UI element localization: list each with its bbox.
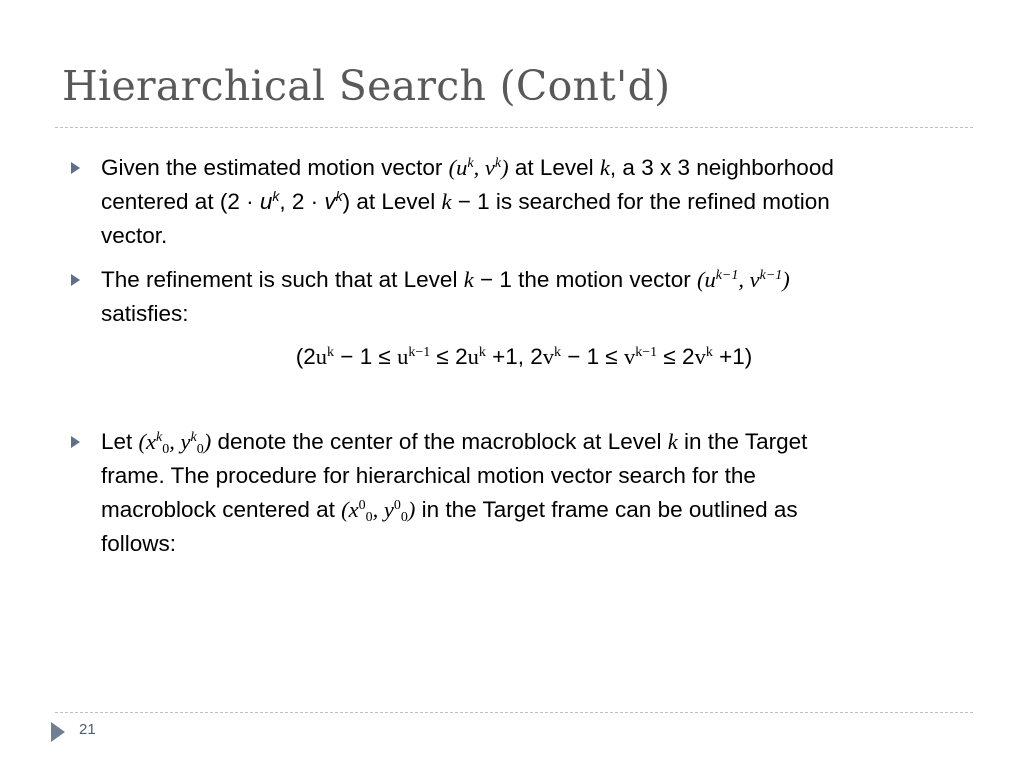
superscript: k (190, 430, 197, 446)
superscript: 0 (393, 498, 401, 514)
bullet-line: vector. (101, 223, 168, 248)
page-number: 21 (79, 721, 96, 738)
text-run: , a 3 x 3 neighborhood (609, 155, 834, 180)
text-run: − 1 the motion vector (473, 267, 697, 292)
text-run: The refinement is such that at Level (101, 267, 464, 292)
bullet-line (101, 151, 976, 185)
math-run: (u (696, 267, 716, 292)
formula-var: v (624, 344, 636, 369)
math-run: ) (407, 497, 416, 522)
footer-divider (55, 712, 973, 713)
math-run: (x (341, 497, 359, 522)
bullet-line (101, 185, 976, 219)
math-run: k (599, 155, 610, 180)
subscript: 0 (400, 509, 408, 525)
title-divider (55, 127, 973, 128)
text-run: Given the estimated motion vector (101, 155, 449, 180)
text-run: ) at Level (342, 189, 442, 214)
text-run: centered at (2 (101, 189, 247, 214)
formula-run: ≤ 2 (430, 344, 468, 369)
bullet-arrow-icon (71, 436, 80, 448)
formula-var: u (397, 344, 409, 369)
bullet-line (101, 263, 976, 297)
formula-run: − 1 ≤ (334, 344, 398, 369)
superscript: k (705, 345, 713, 361)
text-run: Let (101, 429, 139, 454)
math-run: , v (738, 267, 760, 292)
superscript: k (554, 345, 562, 361)
math-run: (u (448, 155, 468, 180)
superscript: k−1 (408, 345, 431, 361)
formula-var: u (467, 344, 479, 369)
superscript: k (478, 345, 486, 361)
refinement-formula (0, 340, 1024, 374)
superscript: k (494, 156, 502, 172)
superscript: k−1 (635, 345, 658, 361)
superscript: k−1 (759, 268, 783, 284)
text-run: − 1 is searched for the refined motion (451, 189, 830, 214)
bullet-macroblock-center (101, 425, 976, 561)
subscript: 0 (365, 509, 373, 525)
bullet-arrow-icon (71, 162, 80, 174)
subscript: 0 (196, 441, 204, 457)
math-run: k (463, 267, 474, 292)
bullet-arrow-icon (71, 274, 80, 286)
bullet-refinement (101, 263, 976, 331)
math-run: ) (203, 429, 212, 454)
superscript: k (272, 188, 280, 205)
superscript: 0 (358, 498, 366, 514)
text-run: at Level (508, 155, 600, 180)
bullet-line: satisfies: (101, 301, 189, 326)
slide-title: Hierarchical Search (Cont'd) (62, 62, 671, 110)
text-run: macroblock centered at (101, 497, 342, 522)
text-run: in the Target frame can be outlined as (415, 497, 798, 522)
bullet-estimated-motion-vector (101, 151, 976, 253)
bullet-line: frame. The procedure for hierarchical motion vector search for the (101, 463, 756, 488)
bullet-line: follows: (101, 531, 177, 556)
formula-var: v (694, 344, 706, 369)
math-run: , y (372, 497, 394, 522)
bullet-line (101, 425, 976, 459)
text-run: , 2 (279, 189, 311, 214)
superscript: k−1 (715, 268, 739, 284)
math-run: k (667, 429, 678, 454)
superscript: k (335, 188, 343, 205)
formula-run: +1) (712, 344, 753, 369)
superscript: k (156, 430, 163, 446)
math-run: k (441, 189, 452, 214)
math-run: , v (473, 155, 495, 180)
math-run: v (324, 189, 336, 214)
math-run: ) (782, 267, 790, 292)
text-run: denote the center of the macroblock at Level (211, 429, 668, 454)
math-run: ) (501, 155, 509, 180)
math-run: (x (138, 429, 157, 454)
formula-var: u (315, 344, 328, 369)
math-run: u (259, 189, 273, 214)
math-run: , y (169, 429, 191, 454)
text-run: · (246, 189, 260, 214)
bullet-line (101, 493, 976, 527)
page-marker-icon (51, 722, 65, 742)
superscript: k (327, 345, 335, 361)
superscript: k (467, 156, 474, 172)
subscript: 0 (162, 441, 170, 457)
formula-run: (2 (295, 344, 316, 369)
text-run: in the Target (677, 429, 808, 454)
formula-run: ≤ 2 (657, 344, 695, 369)
formula-var: v (542, 344, 555, 369)
text-run: · (310, 189, 325, 214)
formula-run: +1, 2 (485, 344, 543, 369)
formula-run: − 1 ≤ (561, 344, 625, 369)
